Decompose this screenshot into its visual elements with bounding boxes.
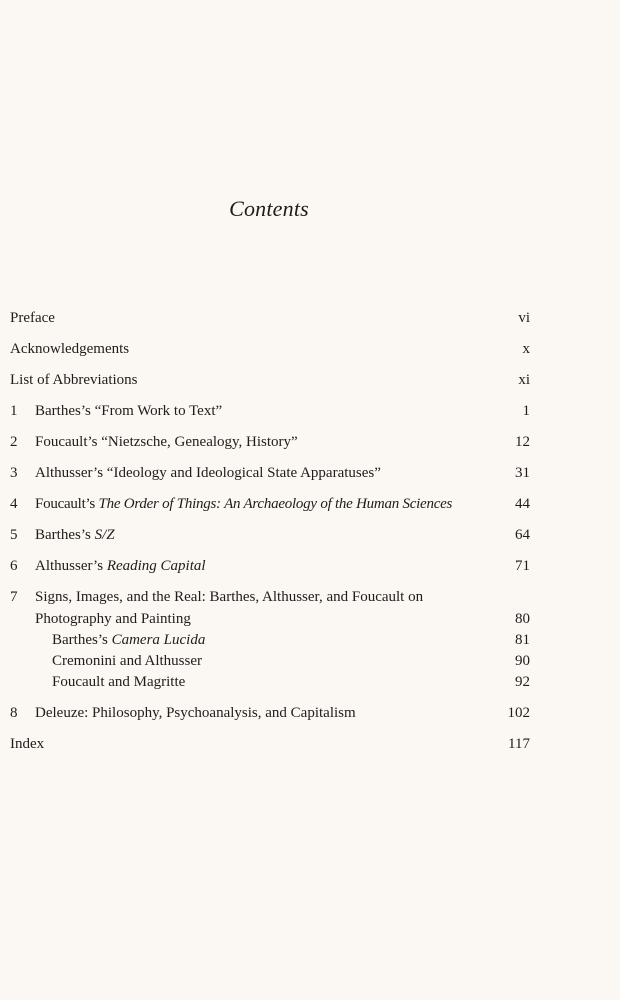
toc-page-number: 71	[515, 558, 530, 574]
toc-page-number: x	[522, 341, 530, 357]
toc-entry-label	[35, 556, 206, 576]
chapter-number: 7	[10, 589, 18, 605]
toc-entry-label	[35, 494, 452, 514]
toc-subentry-label: Foucault and Magritte	[52, 674, 186, 690]
toc-page-number: 81	[515, 632, 530, 648]
toc-entry-label-prefix: Althusser’s	[35, 558, 107, 574]
toc-entry-label-italic: The Order of Things: An Archaeology of the Human Sciences	[98, 496, 453, 512]
toc-entry-label: Signs, Images, and the Real: Barthes, Althusser, and Foucault on	[35, 589, 424, 605]
toc-page-number: 12	[515, 434, 530, 450]
toc-page-number: 92	[515, 674, 530, 690]
toc-entry-label: Barthes’s “From Work to Text”	[35, 403, 223, 419]
toc-page-number: 102	[507, 705, 530, 721]
toc-page-number: vi	[518, 310, 530, 326]
chapter-number: 1	[10, 403, 18, 419]
chapter-number: 2	[10, 434, 18, 450]
toc-entry-label-italic: Camera Lucida	[111, 632, 206, 648]
toc-page-number: 44	[515, 496, 530, 512]
toc-page-number: 1	[522, 403, 530, 419]
toc-entry-label-italic: Reading Capital	[106, 558, 206, 574]
toc-subentry-label: Cremonini and Althusser	[52, 653, 202, 669]
toc-entry-label	[35, 525, 115, 545]
toc-page-number: 117	[508, 736, 530, 752]
toc-entry-label-prefix: Barthes’s	[35, 527, 95, 543]
toc-entry-label: Althusser’s “Ideology and Ideological State Apparatuses”	[35, 465, 381, 481]
chapter-number: 5	[10, 527, 18, 543]
toc-entry-label-prefix: Foucault’s	[35, 496, 99, 512]
toc-entry-label: Foucault’s “Nietzsche, Genealogy, History”	[35, 434, 298, 450]
toc-entry-label: Deleuze: Philosophy, Psychoanalysis, and Capitalism	[35, 705, 356, 721]
toc-entry-label: Acknowledgements	[10, 341, 130, 357]
chapter-number: 3	[10, 465, 18, 481]
toc-subentry-label	[52, 630, 205, 650]
chapter-number: 6	[10, 558, 18, 574]
toc-entry-label-italic: S/Z	[94, 527, 115, 543]
chapter-number: 4	[10, 496, 18, 512]
page-title: Contents	[229, 196, 309, 221]
toc-page-number: 31	[515, 465, 530, 481]
toc-entry-label-continued: Photography and Painting	[35, 611, 191, 627]
toc-entry-label-prefix: Barthes’s	[52, 632, 112, 648]
toc-entry-label: Index	[10, 736, 45, 752]
toc-entry-label: Preface	[10, 310, 55, 326]
toc-page-number: 80	[515, 611, 530, 627]
toc-page-number: 64	[515, 527, 530, 543]
toc-page-number: 90	[515, 653, 530, 669]
toc-entry-label: List of Abbreviations	[10, 372, 138, 388]
chapter-number: 8	[10, 705, 18, 721]
toc-page-number: xi	[518, 372, 530, 388]
